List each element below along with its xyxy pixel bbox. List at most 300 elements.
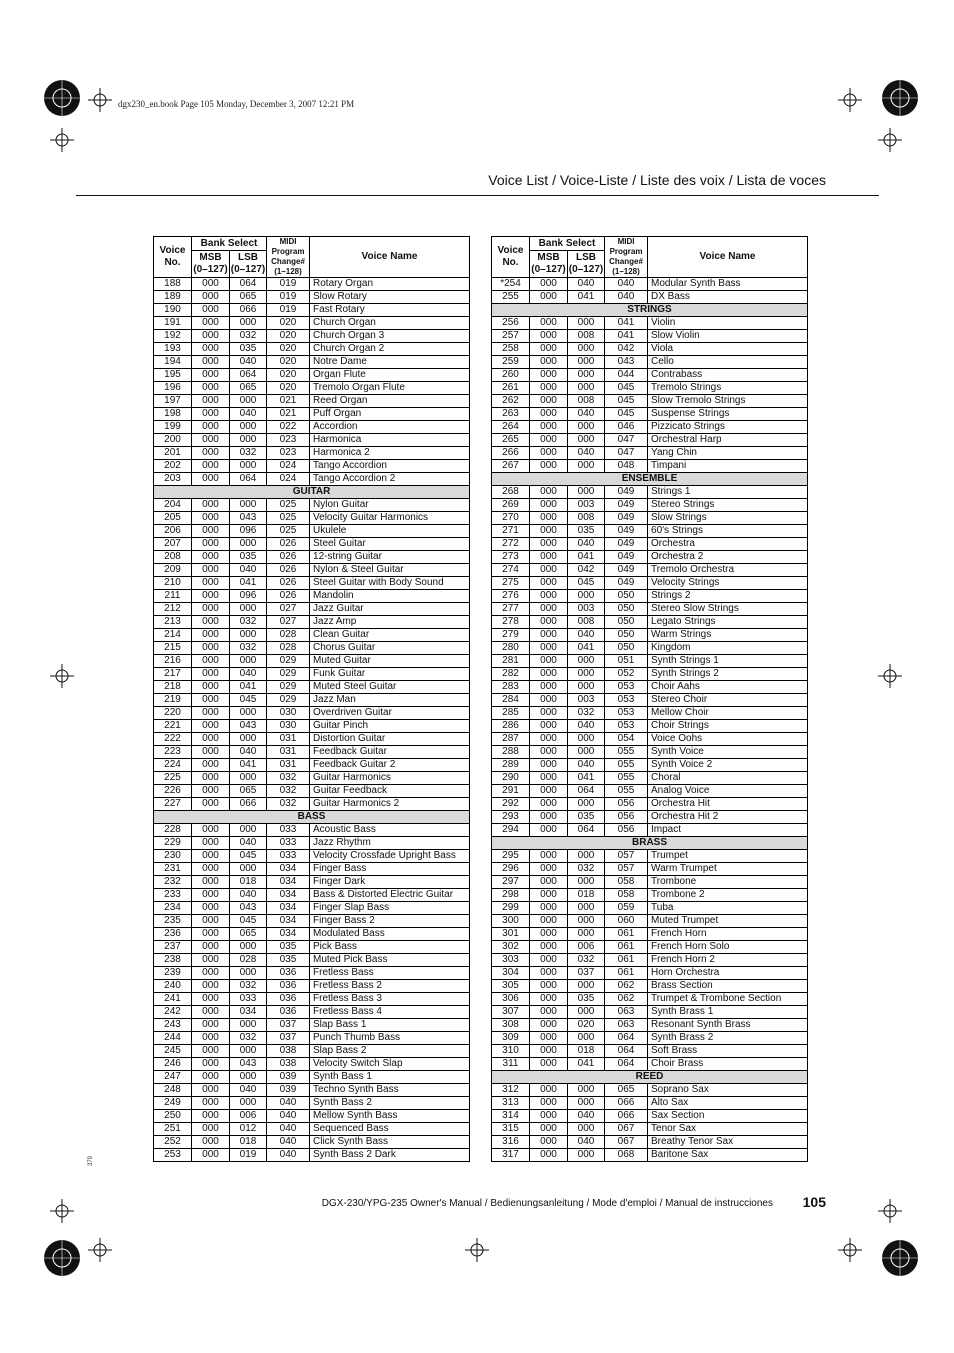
voice-name-cell: Acoustic Bass <box>310 824 470 837</box>
table-row <box>154 876 470 889</box>
msb-cell: 000 <box>192 291 230 304</box>
table-row <box>154 499 470 512</box>
program-change-cell: 031 <box>267 733 310 746</box>
table-row <box>154 1149 470 1162</box>
program-change-cell: 061 <box>605 941 648 954</box>
program-change-cell: 054 <box>605 733 648 746</box>
table-row <box>492 733 808 746</box>
lsb-cell: 000 <box>230 967 267 980</box>
category-row <box>492 473 808 486</box>
voice-name-cell: Stereo Choir <box>648 694 808 707</box>
table-row <box>154 1123 470 1136</box>
program-change-cell: 043 <box>605 356 648 369</box>
program-change-cell: 026 <box>267 564 310 577</box>
msb-cell: 000 <box>192 473 230 486</box>
msb-cell: 000 <box>192 1136 230 1149</box>
msb-cell: 000 <box>530 811 568 824</box>
msb-cell: 000 <box>530 941 568 954</box>
voice-name-cell: Rotary Organ <box>310 278 470 291</box>
table-row <box>492 616 808 629</box>
msb-cell: 000 <box>192 1097 230 1110</box>
table-row <box>492 655 808 668</box>
lsb-cell: 045 <box>230 915 267 928</box>
table-row <box>492 876 808 889</box>
voice-name-cell: Modular Synth Bass <box>648 278 808 291</box>
voice-name-cell: Suspense Strings <box>648 408 808 421</box>
msb-cell: 000 <box>530 278 568 291</box>
lsb-cell: 000 <box>568 486 605 499</box>
program-change-header: MIDI Program Change# (1–128) <box>605 237 648 278</box>
msb-cell: 000 <box>192 1071 230 1084</box>
voice-name-cell: Analog Voice <box>648 785 808 798</box>
program-change-cell: 067 <box>605 1123 648 1136</box>
lsb-cell: 003 <box>568 694 605 707</box>
msb-cell: 000 <box>192 980 230 993</box>
msb-cell: 000 <box>530 824 568 837</box>
lsb-cell: 035 <box>568 993 605 1006</box>
lsb-cell: 000 <box>230 603 267 616</box>
lsb-cell: 041 <box>568 642 605 655</box>
voice-number-cell: 264 <box>492 421 530 434</box>
lsb-cell: 000 <box>230 421 267 434</box>
program-change-cell: 055 <box>605 772 648 785</box>
msb-cell: 000 <box>530 681 568 694</box>
title-rule <box>76 195 879 196</box>
table-row <box>492 824 808 837</box>
voice-name-cell: Chorus Guitar <box>310 642 470 655</box>
voice-number-cell: 234 <box>154 902 192 915</box>
crosshair-mark <box>88 1238 112 1262</box>
lsb-cell: 000 <box>230 941 267 954</box>
program-change-cell: 033 <box>267 824 310 837</box>
voice-name-cell: Tremolo Strings <box>648 382 808 395</box>
voice-number-cell: 248 <box>154 1084 192 1097</box>
voice-name-cell: Harmonica 2 <box>310 447 470 460</box>
lsb-cell: 040 <box>230 837 267 850</box>
msb-cell: 000 <box>192 629 230 642</box>
msb-cell: 000 <box>192 616 230 629</box>
program-change-cell: 040 <box>267 1149 310 1162</box>
voice-table-left <box>153 236 470 1162</box>
voice-number-cell: 313 <box>492 1097 530 1110</box>
voice-name-cell: Warm Strings <box>648 629 808 642</box>
table-row <box>492 1032 808 1045</box>
program-change-cell: 045 <box>605 382 648 395</box>
crosshair-mark <box>878 664 902 688</box>
program-change-cell: 026 <box>267 551 310 564</box>
program-change-cell: 032 <box>267 772 310 785</box>
program-change-cell: 059 <box>605 902 648 915</box>
voice-name-cell: Slap Bass 2 <box>310 1045 470 1058</box>
lsb-cell: 020 <box>568 1019 605 1032</box>
category-label: ENSEMBLE <box>492 473 808 486</box>
program-change-cell: 021 <box>267 408 310 421</box>
msb-cell: 000 <box>192 785 230 798</box>
category-row <box>492 1071 808 1084</box>
voice-number-cell: 284 <box>492 694 530 707</box>
table-row <box>492 434 808 447</box>
lsb-cell: 041 <box>230 681 267 694</box>
lsb-cell: 006 <box>230 1110 267 1123</box>
program-change-cell: 050 <box>605 642 648 655</box>
category-label: BASS <box>154 811 470 824</box>
table-row <box>154 1032 470 1045</box>
msb-cell: 000 <box>530 876 568 889</box>
voice-name-cell: Tenor Sax <box>648 1123 808 1136</box>
voice-name-cell: Pizzicato Strings <box>648 421 808 434</box>
voice-number-cell: 191 <box>154 317 192 330</box>
lsb-cell: 045 <box>568 577 605 590</box>
program-change-cell: 024 <box>267 460 310 473</box>
voice-number-cell: 192 <box>154 330 192 343</box>
voice-name-cell: Horn Orchestra <box>648 967 808 980</box>
lsb-cell: 000 <box>568 876 605 889</box>
msb-cell: 000 <box>530 772 568 785</box>
voice-name-cell: Muted Guitar <box>310 655 470 668</box>
voice-number-cell: 240 <box>154 980 192 993</box>
lsb-cell: 035 <box>230 551 267 564</box>
voice-name-cell: Brass Section <box>648 980 808 993</box>
lsb-cell: 000 <box>568 980 605 993</box>
msb-cell: 000 <box>192 1045 230 1058</box>
table-row <box>154 590 470 603</box>
section-title: Voice List / Voice-Liste / Liste des voix / Lista de voces <box>488 172 826 188</box>
msb-cell: 000 <box>530 408 568 421</box>
voice-name-cell: Steel Guitar with Body Sound <box>310 577 470 590</box>
table-row <box>492 278 808 291</box>
program-change-cell: 022 <box>267 421 310 434</box>
voice-number-cell: 230 <box>154 850 192 863</box>
voice-name-cell: Clean Guitar <box>310 629 470 642</box>
voice-name-cell: Velocity Switch Slap <box>310 1058 470 1071</box>
lsb-cell: 018 <box>230 1136 267 1149</box>
program-change-header: MIDI Program Change# (1–128) <box>267 237 310 278</box>
msb-cell: 000 <box>192 772 230 785</box>
msb-cell: 000 <box>530 538 568 551</box>
voice-number-cell: 212 <box>154 603 192 616</box>
program-change-cell: 020 <box>267 369 310 382</box>
program-change-cell: 053 <box>605 681 648 694</box>
registration-mark <box>880 78 920 118</box>
voice-number-cell: 316 <box>492 1136 530 1149</box>
msb-cell: 000 <box>530 707 568 720</box>
lsb-cell: 003 <box>568 603 605 616</box>
voice-name-cell: Funk Guitar <box>310 668 470 681</box>
voice-name-cell: DX Bass <box>648 291 808 304</box>
table-row <box>492 1110 808 1123</box>
table-row <box>154 746 470 759</box>
msb-header: MSB (0–127) <box>192 251 230 278</box>
voice-name-cell: Church Organ 3 <box>310 330 470 343</box>
msb-cell: 000 <box>192 746 230 759</box>
msb-cell: 000 <box>530 850 568 863</box>
voice-name-cell: Fretless Bass 2 <box>310 980 470 993</box>
msb-cell: 000 <box>192 538 230 551</box>
msb-cell: 000 <box>530 434 568 447</box>
voice-number-cell: 317 <box>492 1149 530 1162</box>
lsb-cell: 032 <box>230 616 267 629</box>
footer-text: DGX-230/YPG-235 Owner's Manual / Bedienungsanleitung / Mode d'emploi / Manual de instrucciones <box>321 1198 773 1209</box>
category-row <box>154 811 470 824</box>
voice-name-cell: Choir Brass <box>648 1058 808 1071</box>
program-change-cell: 036 <box>267 980 310 993</box>
table-row <box>154 967 470 980</box>
table-row <box>154 603 470 616</box>
voice-name-cell: Soprano Sax <box>648 1084 808 1097</box>
lsb-cell: 000 <box>230 707 267 720</box>
msb-cell: 000 <box>192 733 230 746</box>
table-row <box>154 512 470 525</box>
lsb-cell: 028 <box>230 954 267 967</box>
voice-number-cell: 294 <box>492 824 530 837</box>
table-row <box>492 707 808 720</box>
voice-name-cell: Slow Strings <box>648 512 808 525</box>
msb-cell: 000 <box>530 499 568 512</box>
voice-name-cell: Contrabass <box>648 369 808 382</box>
program-change-cell: 050 <box>605 603 648 616</box>
msb-cell: 000 <box>192 551 230 564</box>
voice-number-cell: 215 <box>154 642 192 655</box>
category-row <box>154 486 470 499</box>
lsb-cell: 040 <box>568 1136 605 1149</box>
lsb-cell: 032 <box>568 863 605 876</box>
msb-cell: 000 <box>192 512 230 525</box>
voice-name-cell: Reed Organ <box>310 395 470 408</box>
voice-number-cell: 194 <box>154 356 192 369</box>
voice-number-cell: 269 <box>492 499 530 512</box>
msb-cell: 000 <box>192 460 230 473</box>
table-row <box>492 759 808 772</box>
voice-no-header: Voice No. <box>492 237 530 278</box>
voice-number-cell: 255 <box>492 291 530 304</box>
table-row <box>492 668 808 681</box>
voice-number-cell: 298 <box>492 889 530 902</box>
table-row <box>154 928 470 941</box>
table-row <box>492 1084 808 1097</box>
voice-name-cell: Choral <box>648 772 808 785</box>
crosshair-mark <box>878 1199 902 1223</box>
table-row <box>154 1006 470 1019</box>
program-change-cell: 068 <box>605 1149 648 1162</box>
lsb-cell: 065 <box>230 291 267 304</box>
program-change-cell: 031 <box>267 759 310 772</box>
voice-name-cell: Fretless Bass 3 <box>310 993 470 1006</box>
msb-cell: 000 <box>530 317 568 330</box>
lsb-cell: 008 <box>568 330 605 343</box>
voice-name-cell: Kingdom <box>648 642 808 655</box>
table-row <box>492 915 808 928</box>
lsb-cell: 003 <box>568 499 605 512</box>
lsb-cell: 018 <box>568 1045 605 1058</box>
program-change-cell: 037 <box>267 1019 310 1032</box>
voice-name-cell: Synth Brass 2 <box>648 1032 808 1045</box>
msb-cell: 000 <box>192 759 230 772</box>
msb-cell: 000 <box>192 668 230 681</box>
program-change-cell: 035 <box>267 941 310 954</box>
voice-number-cell: 292 <box>492 798 530 811</box>
msb-cell: 000 <box>530 551 568 564</box>
program-change-cell: 064 <box>605 1045 648 1058</box>
program-change-cell: 056 <box>605 824 648 837</box>
voice-name-cell: Jazz Guitar <box>310 603 470 616</box>
table-row <box>154 1058 470 1071</box>
msb-cell: 000 <box>530 889 568 902</box>
table-row <box>154 291 470 304</box>
lsb-cell: 040 <box>230 889 267 902</box>
table-row <box>154 1136 470 1149</box>
voice-name-cell: Muted Trumpet <box>648 915 808 928</box>
lsb-cell: 008 <box>568 616 605 629</box>
voice-name-cell: Orchestral Harp <box>648 434 808 447</box>
voice-name-cell: Timpani <box>648 460 808 473</box>
voice-number-cell: 301 <box>492 928 530 941</box>
program-change-cell: 035 <box>267 954 310 967</box>
lsb-cell: 000 <box>568 928 605 941</box>
table-row <box>492 902 808 915</box>
voice-number-cell: 190 <box>154 304 192 317</box>
program-change-cell: 032 <box>267 785 310 798</box>
program-change-cell: 032 <box>267 798 310 811</box>
program-change-cell: 049 <box>605 486 648 499</box>
msb-cell: 000 <box>192 577 230 590</box>
table-row <box>492 486 808 499</box>
program-change-cell: 029 <box>267 694 310 707</box>
voice-number-cell: 285 <box>492 707 530 720</box>
table-row <box>154 707 470 720</box>
program-change-cell: 038 <box>267 1045 310 1058</box>
msb-cell: 000 <box>192 590 230 603</box>
program-change-cell: 041 <box>605 317 648 330</box>
table-row <box>154 902 470 915</box>
lsb-cell: 008 <box>568 395 605 408</box>
lsb-cell: 018 <box>568 889 605 902</box>
voice-name-cell: Stereo Strings <box>648 499 808 512</box>
lsb-cell: 000 <box>230 824 267 837</box>
program-change-cell: 050 <box>605 616 648 629</box>
lsb-cell: 000 <box>230 1097 267 1110</box>
program-change-cell: 057 <box>605 863 648 876</box>
msb-cell: 000 <box>530 1006 568 1019</box>
lsb-cell: 000 <box>568 1097 605 1110</box>
lsb-cell: 000 <box>568 1032 605 1045</box>
msb-cell: 000 <box>192 343 230 356</box>
program-change-cell: 027 <box>267 603 310 616</box>
lsb-cell: 000 <box>230 460 267 473</box>
table-row <box>154 759 470 772</box>
print-info-line: dgx230_en.book Page 105 Monday, December 3, 2007 12:21 PM <box>118 99 355 109</box>
voice-name-cell: Techno Synth Bass <box>310 1084 470 1097</box>
voice-name-cell: Feedback Guitar 2 <box>310 759 470 772</box>
voice-name-cell: Notre Dame <box>310 356 470 369</box>
table-row <box>492 330 808 343</box>
program-change-cell: 061 <box>605 954 648 967</box>
voice-number-cell: 211 <box>154 590 192 603</box>
msb-cell: 000 <box>192 447 230 460</box>
msb-cell: 000 <box>530 785 568 798</box>
lsb-cell: 041 <box>568 1058 605 1071</box>
voice-name-cell: Soft Brass <box>648 1045 808 1058</box>
voice-number-cell: 274 <box>492 564 530 577</box>
msb-cell: 000 <box>192 889 230 902</box>
msb-cell: 000 <box>530 421 568 434</box>
lsb-cell: 043 <box>230 1058 267 1071</box>
voice-number-cell: 268 <box>492 486 530 499</box>
program-change-cell: 056 <box>605 811 648 824</box>
program-change-cell: 057 <box>605 850 648 863</box>
program-change-cell: 058 <box>605 876 648 889</box>
table-row <box>492 1123 808 1136</box>
voice-name-cell: Slap Bass 1 <box>310 1019 470 1032</box>
crosshair-mark <box>878 128 902 152</box>
program-change-cell: 040 <box>605 278 648 291</box>
program-change-cell: 049 <box>605 564 648 577</box>
program-change-cell: 024 <box>267 473 310 486</box>
lsb-cell: 034 <box>230 1006 267 1019</box>
program-change-cell: 049 <box>605 538 648 551</box>
voice-number-cell: 288 <box>492 746 530 759</box>
voice-number-cell: 203 <box>154 473 192 486</box>
voice-number-cell: 213 <box>154 616 192 629</box>
lsb-header: LSB (0–127) <box>568 251 605 278</box>
table-row <box>154 954 470 967</box>
table-row <box>492 460 808 473</box>
msb-cell: 000 <box>530 369 568 382</box>
program-change-cell: 037 <box>267 1032 310 1045</box>
voice-name-cell: Resonant Synth Brass <box>648 1019 808 1032</box>
voice-number-cell: 306 <box>492 993 530 1006</box>
program-change-cell: 053 <box>605 707 648 720</box>
voice-table-right <box>491 236 808 1162</box>
table-row <box>492 785 808 798</box>
lsb-cell: 000 <box>568 590 605 603</box>
voice-name-cell: Violin <box>648 317 808 330</box>
msb-cell: 000 <box>192 278 230 291</box>
program-change-cell: 036 <box>267 1006 310 1019</box>
program-change-cell: 030 <box>267 707 310 720</box>
voice-number-cell: 262 <box>492 395 530 408</box>
registration-mark <box>880 1238 920 1278</box>
table-row <box>154 772 470 785</box>
msb-cell: 000 <box>530 1110 568 1123</box>
voice-number-cell: 217 <box>154 668 192 681</box>
table-row <box>492 1136 808 1149</box>
lsb-cell: 000 <box>568 1084 605 1097</box>
table-row <box>154 980 470 993</box>
msb-cell: 000 <box>192 954 230 967</box>
lsb-cell: 000 <box>568 681 605 694</box>
table-row <box>492 889 808 902</box>
msb-cell: 000 <box>192 681 230 694</box>
table-row <box>492 1149 808 1162</box>
voice-name-cell: Nylon & Steel Guitar <box>310 564 470 577</box>
voice-number-cell: 218 <box>154 681 192 694</box>
msb-cell: 000 <box>530 603 568 616</box>
msb-cell: 000 <box>192 1084 230 1097</box>
lsb-cell: 000 <box>568 1006 605 1019</box>
voice-name-cell: Velocity Guitar Harmonics <box>310 512 470 525</box>
voice-name-cell: Velocity Strings <box>648 577 808 590</box>
voice-number-cell: 303 <box>492 954 530 967</box>
voice-name-cell: Slow Tremolo Strings <box>648 395 808 408</box>
lsb-cell: 000 <box>568 850 605 863</box>
msb-cell: 000 <box>192 928 230 941</box>
voice-number-cell: 293 <box>492 811 530 824</box>
lsb-header: LSB (0–127) <box>230 251 267 278</box>
msb-cell: 000 <box>530 577 568 590</box>
lsb-cell: 043 <box>230 902 267 915</box>
program-change-cell: 025 <box>267 499 310 512</box>
voice-name-cell: Modulated Bass <box>310 928 470 941</box>
